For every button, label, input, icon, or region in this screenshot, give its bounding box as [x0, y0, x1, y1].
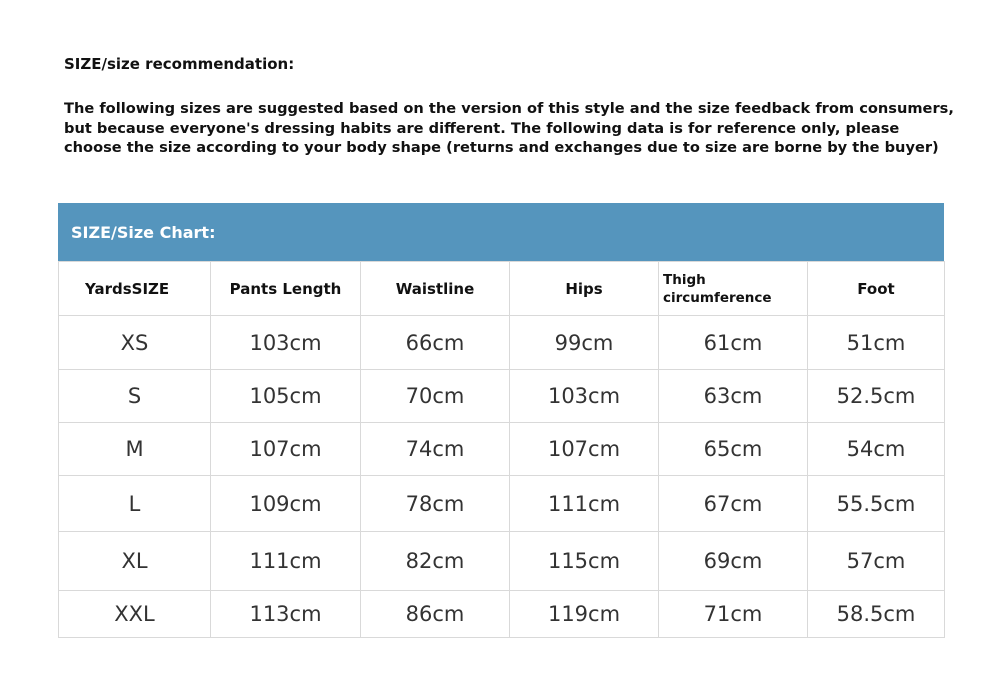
table-row: [59, 316, 945, 370]
waistline-cell: 86cm: [361, 591, 510, 638]
hips-cell: 115cm: [510, 532, 659, 591]
hips-cell: 107cm: [510, 423, 659, 476]
size-cell: XL: [59, 532, 211, 591]
column-header-foot: Foot: [808, 262, 945, 316]
size-cell: M: [59, 423, 211, 476]
thigh-cell: 69cm: [659, 532, 808, 591]
column-header-thigh: Thigh circumference: [659, 262, 808, 316]
size-table: [58, 261, 945, 638]
table-row: [59, 591, 945, 638]
thigh-cell: 67cm: [659, 476, 808, 532]
thigh-cell: 63cm: [659, 370, 808, 423]
page-heading: SIZE/size recommendation:: [64, 55, 295, 73]
hips-cell: 103cm: [510, 370, 659, 423]
intro-paragraph: [64, 99, 964, 158]
size-chart-title-bar: [58, 203, 944, 261]
thigh-cell: 61cm: [659, 316, 808, 370]
table-header-row: [59, 262, 945, 316]
table-row: [59, 423, 945, 476]
foot-cell: 55.5cm: [808, 476, 945, 532]
size-cell: S: [59, 370, 211, 423]
waistline-cell: 70cm: [361, 370, 510, 423]
waistline-cell: 82cm: [361, 532, 510, 591]
waistline-cell: 78cm: [361, 476, 510, 532]
foot-cell: 51cm: [808, 316, 945, 370]
intro-line: choose the size according to your body shape (returns and exchanges due to size are borne by the buyer): [64, 139, 939, 156]
hips-cell: 111cm: [510, 476, 659, 532]
intro-line: but because everyone's dressing habits are different. The following data is for reference only, please: [64, 119, 900, 137]
pants-length-cell: 103cm: [211, 316, 361, 370]
waistline-cell: 74cm: [361, 423, 510, 476]
table-row: [59, 476, 945, 532]
pants-length-cell: 105cm: [211, 370, 361, 423]
intro-line: The following sizes are suggested based on the version of this style and the size feedback from consumers,: [64, 100, 954, 117]
pants-length-cell: 111cm: [211, 532, 361, 591]
thigh-cell: 71cm: [659, 591, 808, 638]
foot-cell: 52.5cm: [808, 370, 945, 423]
thigh-cell: 65cm: [659, 423, 808, 476]
waistline-cell: 66cm: [361, 316, 510, 370]
column-header-size: YardsSIZE: [59, 262, 211, 316]
table-row: [59, 370, 945, 423]
foot-cell: 57cm: [808, 532, 945, 591]
table-row: [59, 532, 945, 591]
size-chart-title: SIZE/Size Chart:: [71, 222, 216, 242]
size-cell: XS: [59, 316, 211, 370]
pants-length-cell: 109cm: [211, 476, 361, 532]
foot-cell: 58.5cm: [808, 591, 945, 638]
column-header-hips: Hips: [510, 262, 659, 316]
size-cell: L: [59, 476, 211, 532]
foot-cell: 54cm: [808, 423, 945, 476]
hips-cell: 99cm: [510, 316, 659, 370]
hips-cell: 119cm: [510, 591, 659, 638]
pants-length-cell: 113cm: [211, 591, 361, 638]
size-chart: [58, 203, 944, 638]
column-header-pants-length: Pants Length: [211, 262, 361, 316]
pants-length-cell: 107cm: [211, 423, 361, 476]
size-cell: XXL: [59, 591, 211, 638]
column-header-waistline: Waistline: [361, 262, 510, 316]
